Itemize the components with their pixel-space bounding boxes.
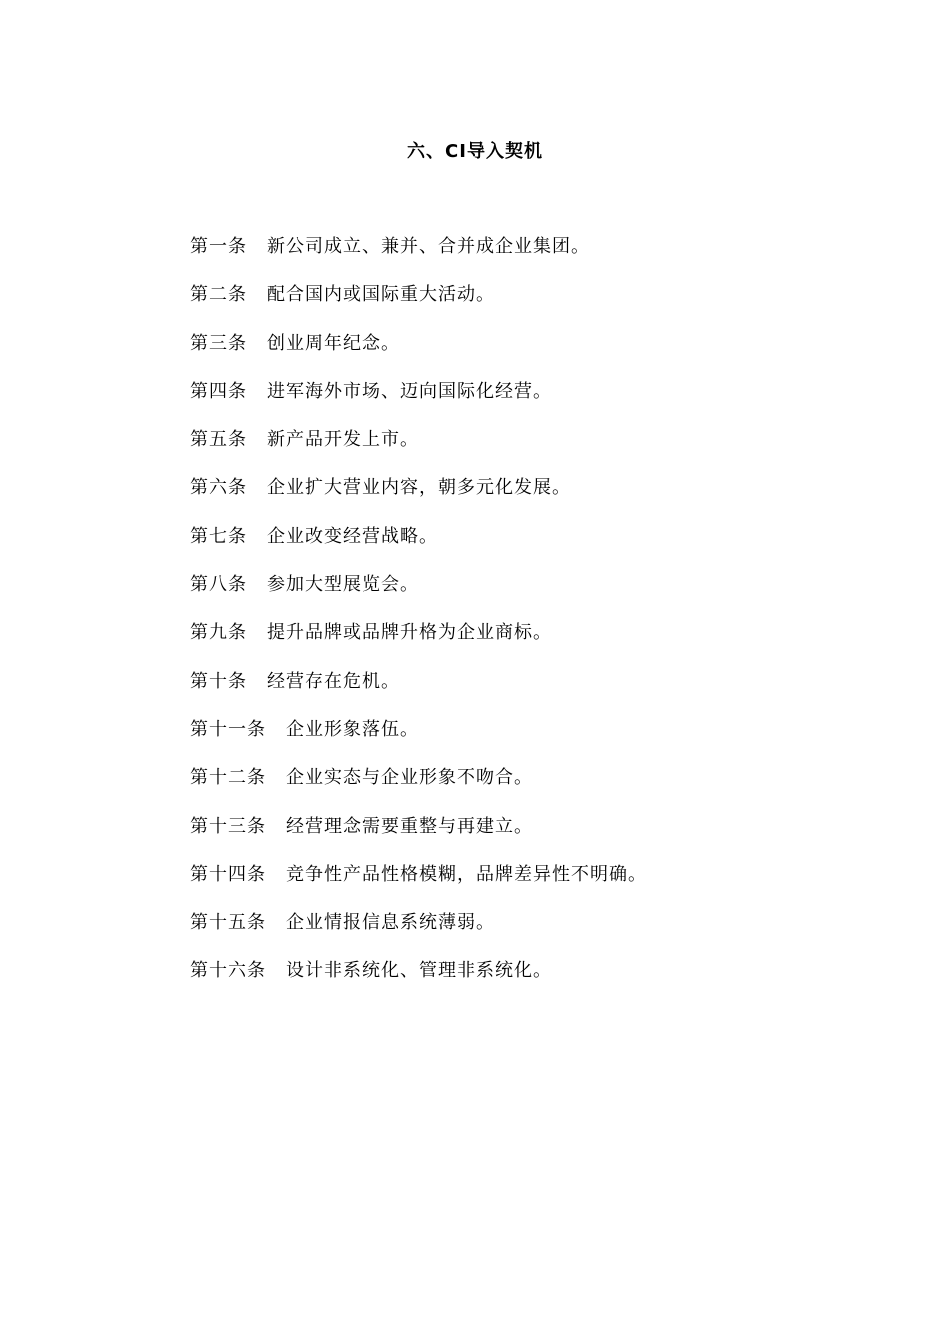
article-item (190, 911, 830, 959)
article-number: 第一条 (190, 236, 247, 257)
article-text: 提升品牌或品牌升格为企业商标。 (267, 622, 552, 644)
article-item (190, 476, 830, 524)
article-number: 第十六条 (190, 960, 266, 982)
article-text: 创业周年纪念。 (267, 332, 400, 354)
article-item (190, 959, 830, 1007)
article-item (190, 428, 830, 476)
article-number: 第十三条 (190, 815, 266, 837)
article-number: 第九条 (190, 622, 247, 644)
article-item (190, 718, 830, 766)
article-text: 企业改变经营战略。 (267, 525, 438, 547)
article-list (190, 235, 830, 1008)
article-number: 第十二条 (190, 767, 266, 789)
article-text: 经营存在危机。 (267, 670, 400, 692)
article-item (190, 670, 830, 718)
article-text: 新公司成立、兼并、合并成企业集团。 (267, 236, 590, 257)
article-number: 第七条 (190, 525, 247, 547)
article-item (190, 573, 830, 621)
article-text: 新产品开发上市。 (267, 429, 419, 451)
article-number: 第二条 (190, 284, 247, 306)
article-number: 第六条 (190, 477, 247, 499)
article-item (190, 380, 830, 428)
article-item (190, 283, 830, 331)
article-text: 设计非系统化、管理非系统化。 (286, 960, 552, 982)
article-item (190, 863, 830, 911)
article-text: 竞争性产品性格模糊，品牌差异性不明确。 (286, 863, 647, 885)
article-number: 第十五条 (190, 912, 266, 934)
article-item (190, 815, 830, 863)
article-text: 企业形象落伍。 (286, 718, 419, 740)
article-number: 第五条 (190, 429, 247, 451)
article-number: 第四条 (190, 380, 247, 402)
article-item (190, 332, 830, 380)
article-text: 进军海外市场、迈向国际化经营。 (267, 380, 552, 402)
article-item (190, 235, 830, 283)
article-text: 企业扩大营业内容，朝多元化发展。 (267, 477, 571, 499)
article-item (190, 525, 830, 573)
article-number: 第十四条 (190, 863, 266, 885)
article-text: 企业情报信息系统薄弱。 (286, 912, 495, 934)
article-number: 第三条 (190, 332, 247, 354)
article-text: 经营理念需要重整与再建立。 (286, 815, 533, 837)
article-text: 企业实态与企业形象不吻合。 (286, 767, 533, 789)
article-item (190, 766, 830, 814)
article-text: 配合国内或国际重大活动。 (267, 284, 495, 306)
article-number: 第十条 (190, 670, 247, 692)
article-item (190, 621, 830, 669)
article-number: 第十一条 (190, 718, 266, 740)
section-title: 六、CI导入契机 (407, 141, 543, 162)
article-text: 参加大型展览会。 (267, 574, 419, 596)
article-number: 第八条 (190, 574, 247, 596)
